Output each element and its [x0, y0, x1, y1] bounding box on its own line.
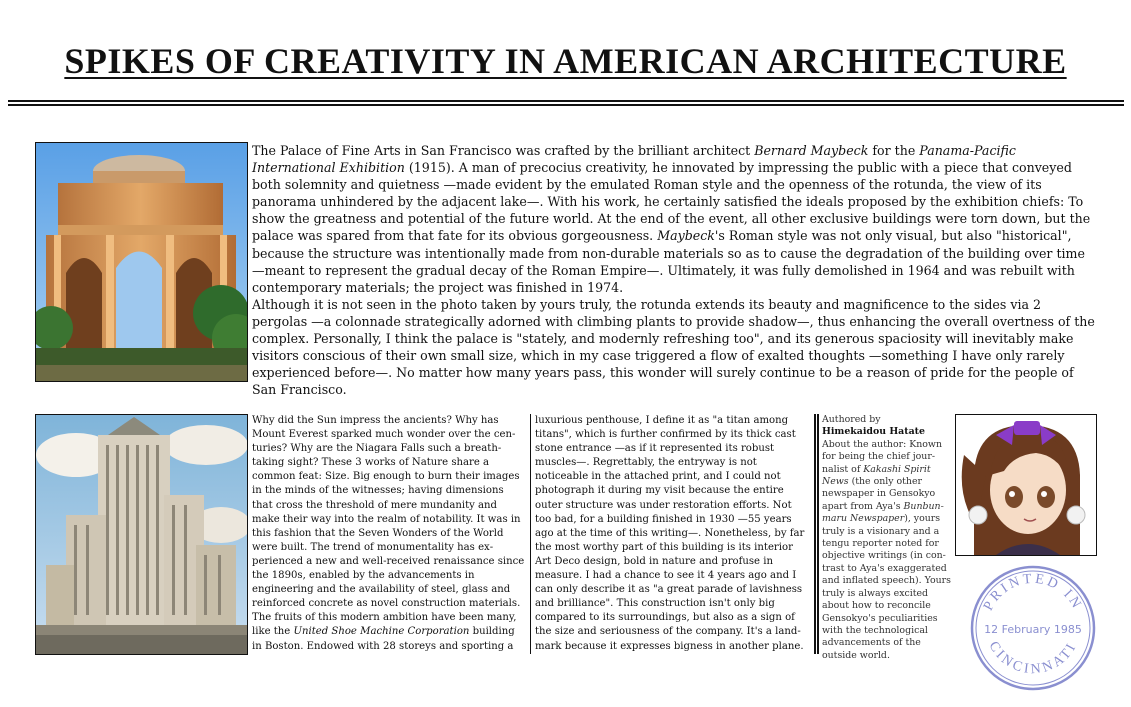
author-bio: About the author: Known for being the chief journalist of Kakashi Spirit News (the only other newspaper in Gensokyo apart from Aya's Bunbunmaru Newspaper), yours truly is a visionary and a tengu reporter noted for objective writings (in contrast to Aya's exaggerated and inflated speech). Yours truly is always excited about how to reconcile Gensokyo's peculiarities with the technological advancements of the outside world.: [822, 438, 951, 661]
stamp-top-text: PRINTED IN: [981, 571, 1085, 614]
article-palace-para1: The Palace of Fine Arts in San Francisco was crafted by the brilliant architect Bernard Maybeck for the Panama-Pacific International Exhibition (1915). A man of precocius creativity, he innovated by impressing the public with a piece that conveyed both solemnity and quietness —made evident by the emulated Roman style and the openness of the rotunda, the view of its panorama unhindered by the adjacent lake—. With his work, he certainly satisfied the ideals proposed by the exhibition chiefs: To show the greatness and potential of the future world. At the end of the event, all other exclusive buildings were torn down, but the palace was spared from that fate for its obvious gorgeousness. Maybeck's Roman style was not only visual, but also "historical", because the structure was intentionally made from non-durable materials so as to cause the degradation of the building over time —meant to represent the gradual decay of the Roman Empire—. Ultimately, it was fully demolished in 1964 and was rebuilt with contemporary materials; the project was finished in 1974.: [252, 143, 1091, 295]
column-divider: [530, 414, 531, 654]
author-name: Himekaidou Hatate: [822, 426, 925, 438]
author-avatar: [955, 414, 1097, 556]
author-box: [822, 414, 952, 662]
article-palace-para2: Although it is not seen in the photo taken by yours truly, the rotunda extends its beauty and magnificence to the sides via 2 pergolas —a colonnade strategically adorned with climbing plants to provide shadow—, thus enhancing the overall overtness of the complex. Personally, I think the palace is "stately, and modernly refreshing too", and its generous spaciosity will inevitably make visitors conscious of their own small size, which in my case triggered a flow of exalted thoughts —something I have only rarely experienced before—. No matter how many years pass, this wonder will surely continue to be a reason of pride for the people of San Francisco.: [252, 296, 1095, 398]
article-building-col2: [535, 414, 811, 654]
author-label: Authored by: [822, 414, 881, 425]
stamp-bottom-text: CINCINNATI: [985, 639, 1081, 678]
palace-photo: [35, 142, 248, 382]
title-rule-top: [8, 100, 1124, 102]
article-building-text2: luxurious penthouse, I define it as "a titan among titans", which is further confirmed by its thick cast stone entrance —as if it represented its robust muscles—. Regrettably, the entryway is not noticeable in the attached print, and I could not photograph it during my visit because the entire outer structure was under restoration efforts. Not too bad, for a building finished in 1930 —55 years ago at the time of this writing—. Nonetheless, by far the most worthy part of this building is its interior Art Deco design, bold in nature and profuse in measure. I had a chance to see it 4 years ago and I can only describe it as "a great parade of lavishness and brilliance". This construction isn't only big compared to its surroundings, but also as a sign of the size and seriousness of the company. It's a landmark because it expresses bigness in another plane.: [535, 415, 805, 652]
author-divider-right: [817, 414, 819, 654]
stamp-date: 12 February 1985: [984, 623, 1082, 636]
article-building-text1: Why did the Sun impress the ancients? Why has Mount Everest sparked much wonder over the centuries? Why are the Niagara Falls such a breathtaking sight? These 3 works of Nature share a common feat: Size. Big enough to burn their images in the minds of the witnesses; having dimensions that cross the threshold of mere mundanity and make their way into the realm of notability. It was in this fashion that the Seven Wonders of the World were built. The trend of monumentality has experienced a new and well-received renaissance since the 1890s, enabled by the advancements in engineering and the availability of steel, glass and reinforced concrete as novel construction materials. The fruits of this modern ambition have been many, like the United Shoe Machine Corporation building in Boston. Endowed with 28 storeys and sporting a: [252, 415, 525, 652]
printed-stamp: [968, 563, 1098, 693]
article-building-col1: [252, 414, 526, 654]
author-divider-left: [814, 414, 816, 654]
page-title: SPIKES OF CREATIVITY IN AMERICAN ARCHITECTURE: [64, 41, 1067, 81]
title-rule-bottom: [8, 104, 1124, 106]
building-photo: [35, 414, 248, 655]
article-palace: [252, 142, 1098, 398]
